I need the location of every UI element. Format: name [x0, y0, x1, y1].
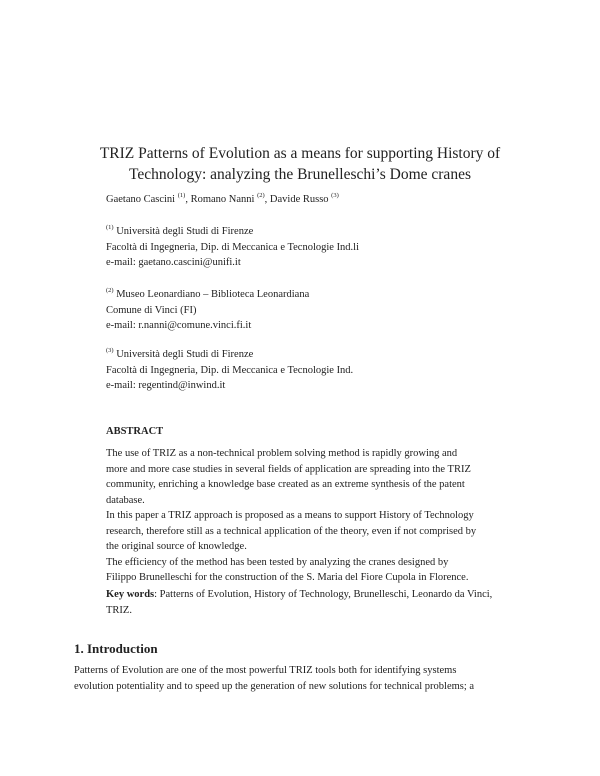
affiliation-email: e-mail: regentind@inwind.it [106, 380, 226, 391]
affiliation-line: Comune di Vinci (FI) [106, 304, 197, 316]
abstract-body [106, 446, 498, 586]
author-name: Gaetano Cascini [106, 194, 176, 205]
section-heading-introduction: 1. Introduction [74, 641, 158, 656]
affiliation-block-2 [106, 287, 309, 334]
introduction-body [74, 663, 514, 695]
author-name: Romano Nanni [190, 194, 255, 205]
affiliation-line: Facoltà di Ingegneria, Dip. di Meccanica e Tecnologie Ind. [106, 364, 354, 376]
abstract-heading: ABSTRACT [106, 426, 164, 437]
affiliation-mark: (1) [106, 224, 114, 231]
paper-title-line-1: TRIZ Patterns of Evolution as a means for supporting History of [99, 145, 501, 162]
abstract-line: Filippo Brunelleschi for the construction of the S. Maria del Fiore Cupola in Florence. [106, 572, 469, 583]
affiliation-block-1 [106, 224, 359, 271]
affiliation-email: e-mail: gaetano.cascini@unifi.it [106, 257, 241, 268]
affiliation-line: Museo Leonardiano – Biblioteca Leonardiana [116, 289, 310, 300]
paper-title-line-2: Technology: analyzing the Brunelleschi’s Dome cranes [129, 166, 471, 183]
abstract-line: research, therefore still as a technical application of the theory, even if not comprised by [106, 525, 477, 537]
introduction-line: Patterns of Evolution are one of the most powerful TRIZ tools both for identifying systems [74, 665, 457, 676]
author-name: Davide Russo [269, 194, 329, 205]
affiliation-email: e-mail: r.nanni@comune.vinci.fi.it [106, 320, 252, 331]
abstract-line: community, enriching a knowledge base created as an extreme synthesis of the patent [106, 479, 465, 490]
abstract-line: In this paper a TRIZ approach is proposed as a means to support History of Technology [106, 510, 474, 521]
affiliation-line: Facoltà di Ingegneria, Dip. di Meccanica e Tecnologie Ind.li [106, 241, 360, 253]
keywords-label: Key words [106, 589, 155, 600]
affiliation-mark: (2) [106, 287, 114, 294]
abstract-line: database. [106, 494, 145, 506]
abstract-line: The use of TRIZ as a non-technical problem solving method is rapidly growing and [106, 448, 458, 459]
abstract-line: the original source of knowledge. [106, 541, 247, 552]
affiliation-mark: (3) [106, 347, 114, 354]
abstract-line: more and more case studies in several fields of application are spreading into the TRIZ [106, 463, 471, 475]
keywords [106, 587, 498, 618]
author-affiliation-mark: (2) [257, 192, 265, 199]
affiliation-block-3 [106, 347, 353, 394]
introduction-line: evolution potentiality and to speed up the generation of new solutions for technical problems; a [74, 681, 475, 692]
author-affiliation-mark: (3) [331, 192, 339, 199]
author-list: Gaetano Cascini $^{(1)}$, Romano Nanni $^{(2)}$, Davide Russo $^{(3)}$ [106, 192, 339, 205]
affiliation-line: Università degli Studi di Firenze [116, 349, 254, 360]
author-affiliation-mark: (1) [177, 192, 186, 199]
affiliation-line: Università degli Studi di Firenze [116, 226, 254, 237]
keywords-text: : Patterns of Evolution, History of Technology, Brunelleschi, Leonardo da Vinci, TRIZ. [106, 589, 493, 616]
abstract-line: The efficiency of the method has been tested by analyzing the cranes designed by [106, 556, 449, 568]
